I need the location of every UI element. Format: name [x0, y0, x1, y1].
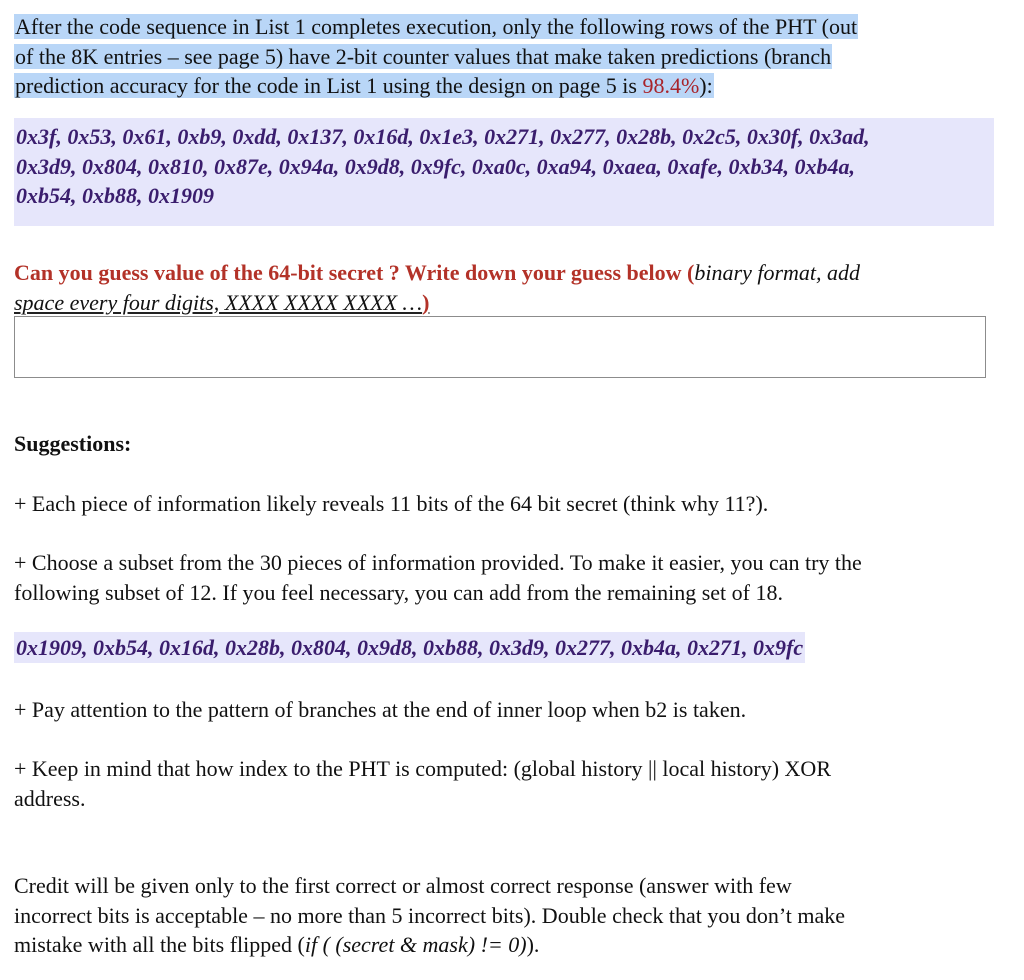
- credit-code: if ( (secret & mask) != 0): [304, 932, 527, 957]
- pht-rows-line-3: 0xb54, 0xb88, 0x1909: [16, 183, 214, 208]
- credit-paragraph: Credit will be given only to the first correct or almost correct response (answer with few incorrect bits is acceptable – no more than 5 incorrect bits). Double check that you don’t make mistake with all the bits flipped (if ( (secret & mask) != 0)).: [14, 873, 846, 957]
- accuracy-value: 98.4%: [642, 73, 700, 98]
- intro-line-3: prediction accuracy for the code in List 1 using the design on page 5 is 98.4%):: [15, 73, 713, 98]
- suggestion-1: + Each piece of information likely reveals 11 bits of the 64 bit secret (think why 11?).: [14, 491, 769, 516]
- suggestions-title: Suggestions:: [14, 431, 132, 456]
- question-prompt: [14, 258, 1004, 317]
- secret-answer-input[interactable]: [14, 316, 986, 378]
- pht-rows-line-1: 0x3f, 0x53, 0x61, 0xb9, 0xdd, 0x137, 0x16d, 0x1e3, 0x271, 0x277, 0x28b, 0x2c5, 0x30f, 0x3ad,: [16, 124, 870, 149]
- suggestion-2: + Choose a subset from the 30 pieces of information provided. To make it easier, you can try the following subset of 12. If you feel necessary, you can add from the remaining set of 18.: [14, 550, 862, 605]
- pht-rows-line-2: 0x3d9, 0x804, 0x810, 0x87e, 0x94a, 0x9d8, 0x9fc, 0xa0c, 0xa94, 0xaea, 0xafe, 0xb34, 0xb4a,: [16, 153, 855, 179]
- suggested-subset: 0x1909, 0xb54, 0x16d, 0x28b, 0x804, 0x9d8, 0xb88, 0x3d9, 0x277, 0xb4a, 0x271, 0x9fc: [14, 632, 805, 663]
- question-line-1: Can you guess value of the 64-bit secret ? Write down your guess below (binary format, add: [14, 260, 861, 285]
- suggestion-3: + Pay attention to the pattern of branches at the end of inner loop when b2 is taken.: [14, 697, 747, 722]
- pht-rows-box: [14, 118, 994, 226]
- intro-line-1: After the code sequence in List 1 completes execution, only the following rows of the PHT (out: [15, 14, 858, 39]
- intro-paragraph: [14, 12, 994, 101]
- suggestion-4: + Keep in mind that how index to the PHT is computed: (global history || local history) XOR address.: [14, 756, 831, 811]
- question-line-2: space every four digits, XXXX XXXX XXXX …): [14, 289, 430, 315]
- intro-line-2: of the 8K entries – see page 5) have 2-bit counter values that make taken predictions (branch: [15, 43, 832, 69]
